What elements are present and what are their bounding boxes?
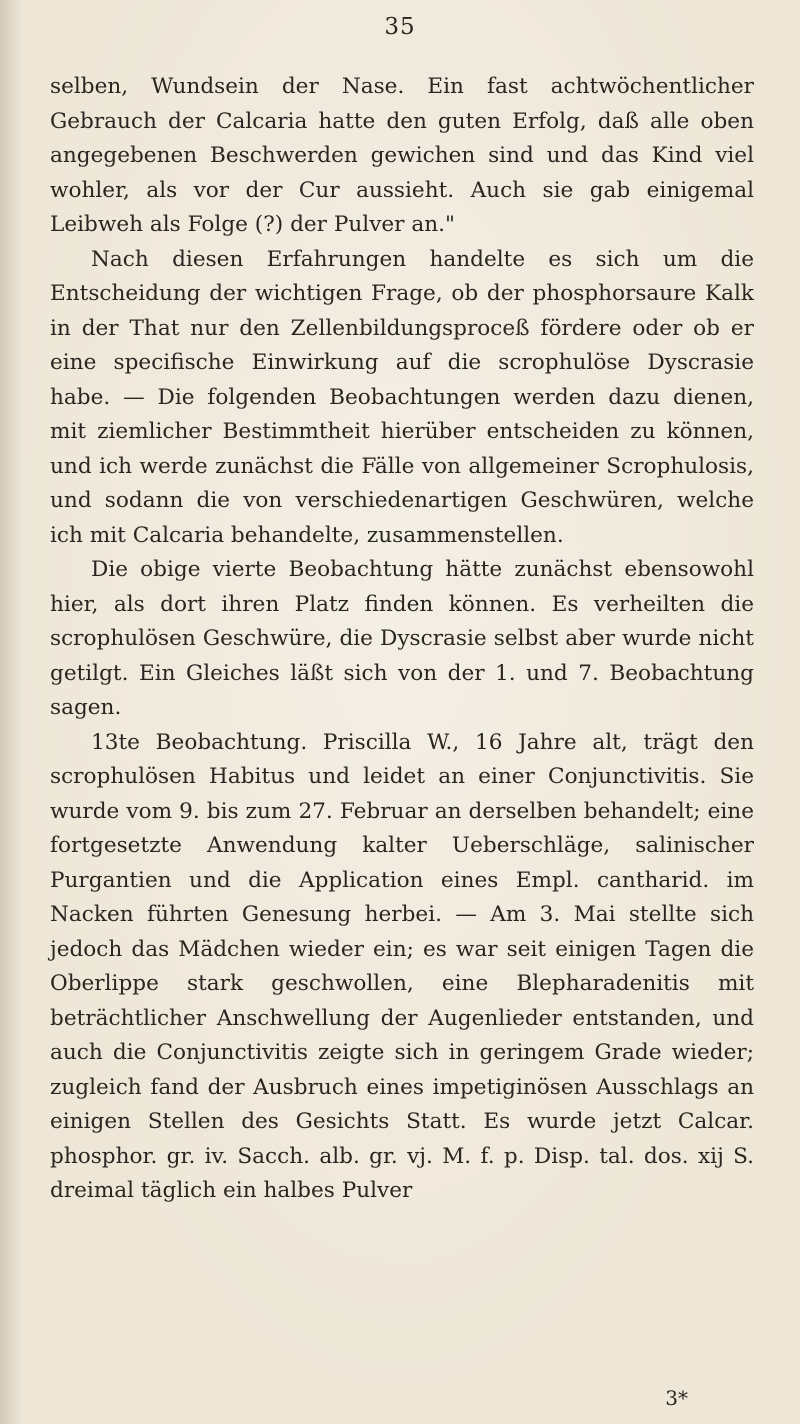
signature-mark: 3* xyxy=(665,1386,688,1410)
binding-shadow xyxy=(0,0,22,1424)
paragraph-4: 13te Beobachtung. Priscilla W., 16 Jahre alt, trägt den scrophulösen Habitus und leidet an einer Conjunctivitis. Sie wurde vom 9. bis zum 27. Februar an derselben behandelt; eine fortgesetzte Anwendung kalter Ueberschläge, salinischer Purgantien und die Application eines Empl. cantharid. im Nacken führten Genesung herbei. — Am 3. Mai stellte sich jedoch das Mädchen wieder ein; es war seit einigen Tagen die Oberlippe stark geschwollen, eine Blepharadenitis mit beträchtlicher Anschwellung der Augenlieder entstanden, und auch die Conjunctivitis zeigte sich in geringem Grade wieder; zugleich fand der Ausbruch eines impetiginösen Ausschlags an einigen Stellen des Gesichts Statt. Es wurde jetzt Calcar. phosphor. gr. iv. Sacch. alb. gr. vj. M. f. p. Disp. tal. dos. xij S. dreimal täglich ein halbes Pulver xyxy=(50,729,754,1203)
paragraph-3: Die obige vierte Beobachtung hätte zunächst ebensowohl hier, als dort ihren Platz finden können. Es verheilten die scrophulösen Geschwüre, die Dyscrasie selbst aber wurde nicht getilgt. Ein Gleiches läßt sich von der 1. und 7. Beobachtung sagen. xyxy=(50,557,754,720)
paragraph-1: selben, Wundsein der Nase. Ein fast achtwöchentlicher Gebrauch der Calcaria hatte den guten Erfolg, daß alle oben angegebenen Beschwerden gewichen sind und das Kind viel wohler, als vor der Cur aussieht. Auch sie gab einigemal Leibweh als Folge (?) der Pulver an." xyxy=(50,74,754,237)
paragraph-2: Nach diesen Erfahrungen handelte es sich um die Entscheidung der wichtigen Frage, ob der phosphorsaure Kalk in der That nur den Zellenbildungsproceß fördere oder ob er eine specifische Einwirkung auf die scrophulöse Dyscrasie habe. — Die folgenden Beobachtungen werden dazu dienen, mit ziemlicher Bestimmtheit hierüber entscheiden zu können, und ich werde zunächst die Fälle von allgemeiner Scrophulosis, und sodann die von verschiedenartigen Geschwüren, welche ich mit Calcaria behandelte, zusammenstellen. xyxy=(50,246,754,548)
body-text xyxy=(50,70,754,1209)
page-number: 35 xyxy=(384,14,416,40)
